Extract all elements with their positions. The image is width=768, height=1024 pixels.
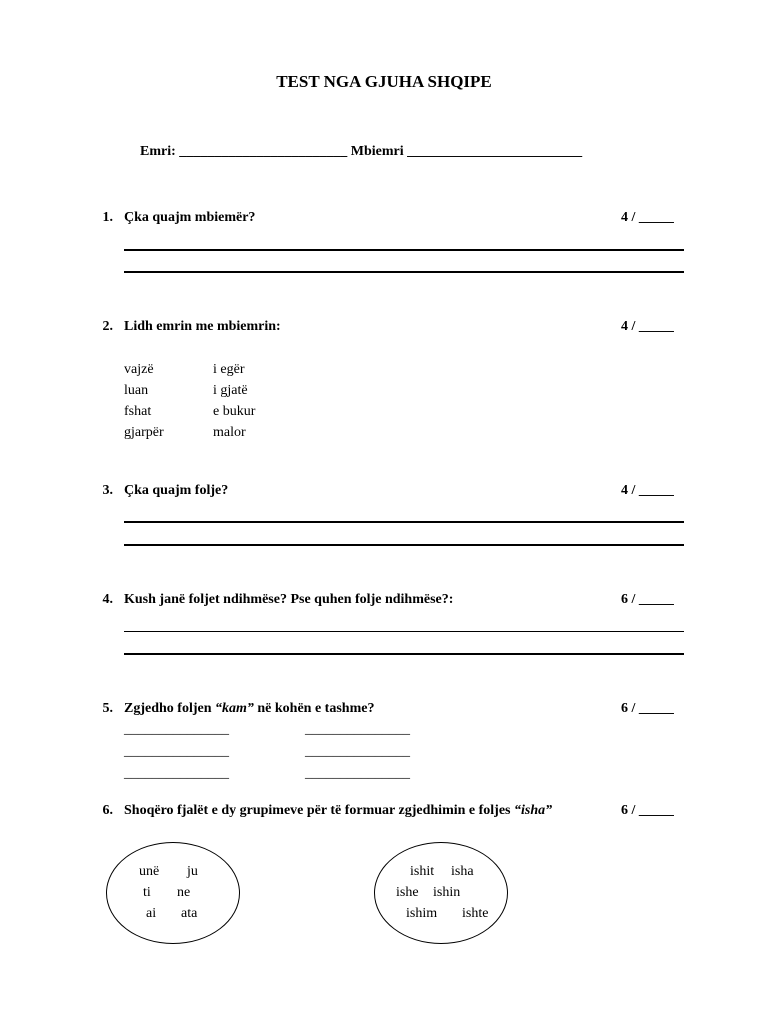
question-text-part: Shoqëro fjalët e dy grupimeve për të formuar zgjedhimin e foljes xyxy=(124,803,514,818)
adjective-item[interactable]: malor xyxy=(213,425,246,440)
question-number: 1. xyxy=(102,210,113,225)
conjugation-blanks-left xyxy=(124,719,229,785)
conjugation-blank[interactable]: _______________ xyxy=(124,766,229,781)
page-title: TEST NGA GJUHA SHQIPE xyxy=(276,72,492,91)
question-text xyxy=(124,701,374,717)
adjective-item[interactable]: i egër xyxy=(213,362,245,377)
noun-item[interactable]: luan xyxy=(124,383,149,398)
question-text: Çka quajm mbiemër? xyxy=(124,210,256,225)
question-number: 5. xyxy=(102,701,113,716)
question-text-part: Zgjedho foljen xyxy=(124,701,215,716)
question-score: 4 / _____ xyxy=(621,319,674,334)
conjugation-blank[interactable]: _______________ xyxy=(124,744,229,759)
verb-form-item[interactable]: ishin xyxy=(433,885,461,900)
pronoun-group xyxy=(106,842,240,944)
question-number: 6. xyxy=(102,803,113,818)
answer-line[interactable] xyxy=(124,271,684,273)
surname-label: Mbiemri xyxy=(350,144,404,159)
question-number: 2. xyxy=(102,319,113,334)
conjugation-blank[interactable]: _______________ xyxy=(124,722,229,737)
question-text: Çka quajm folje? xyxy=(124,483,229,498)
pronoun-item[interactable]: ne xyxy=(177,885,191,900)
pronoun-item[interactable]: ata xyxy=(181,906,198,921)
noun-item[interactable]: fshat xyxy=(124,404,152,419)
answer-line[interactable] xyxy=(124,631,684,632)
conjugation-blank[interactable]: _______________ xyxy=(305,744,410,759)
noun-item[interactable]: vajzë xyxy=(124,362,154,377)
question-number: 4. xyxy=(102,592,113,607)
question-text xyxy=(124,803,552,819)
pronoun-item[interactable]: ti xyxy=(143,885,151,900)
pronoun-item[interactable]: unë xyxy=(139,864,160,879)
answer-line[interactable] xyxy=(124,521,684,523)
question-score: 4 / _____ xyxy=(621,483,674,498)
noun-item[interactable]: gjarpër xyxy=(124,425,164,440)
answer-line[interactable] xyxy=(124,653,684,655)
question-score: 6 / _____ xyxy=(621,701,674,716)
conjugation-blank[interactable]: _______________ xyxy=(305,722,410,737)
conjugation-blanks-right xyxy=(305,719,410,785)
conjugation-blank[interactable]: _______________ xyxy=(305,766,410,781)
question-number: 3. xyxy=(102,483,113,498)
answer-line[interactable] xyxy=(124,249,684,251)
verb-form-item[interactable]: isha xyxy=(451,864,474,879)
noun-list xyxy=(124,359,164,443)
surname-field[interactable]: _________________________ xyxy=(407,144,583,159)
question-score: 6 / _____ xyxy=(621,592,674,607)
question-score: 4 / _____ xyxy=(621,210,674,225)
pronoun-item[interactable]: ai xyxy=(146,906,157,921)
adjective-item[interactable]: e bukur xyxy=(213,404,256,419)
verb-form-item[interactable]: ishte xyxy=(462,906,489,921)
verb-form-item[interactable]: ishit xyxy=(410,864,435,879)
adjective-list xyxy=(213,359,255,443)
question-text-part: në kohën e tashme? xyxy=(253,701,375,716)
question-score: 6 / _____ xyxy=(621,803,674,818)
adjective-item[interactable]: i gjatë xyxy=(213,383,248,398)
verb-form-item[interactable]: ishe xyxy=(396,885,419,900)
verb-form-item[interactable]: ishim xyxy=(406,906,438,921)
answer-line[interactable] xyxy=(124,544,684,546)
name-label: Emri: xyxy=(140,144,176,159)
question-text: Kush janë foljet ndihmëse? Pse quhen folje ndihmëse?: xyxy=(124,592,454,607)
name-row xyxy=(140,144,582,160)
verb-isha: “isha” xyxy=(514,803,553,818)
verb-kam: “kam” xyxy=(215,701,254,716)
pronoun-item[interactable]: ju xyxy=(187,864,198,879)
name-field[interactable]: ________________________ xyxy=(179,144,348,159)
question-text: Lidh emrin me mbiemrin: xyxy=(124,319,281,334)
